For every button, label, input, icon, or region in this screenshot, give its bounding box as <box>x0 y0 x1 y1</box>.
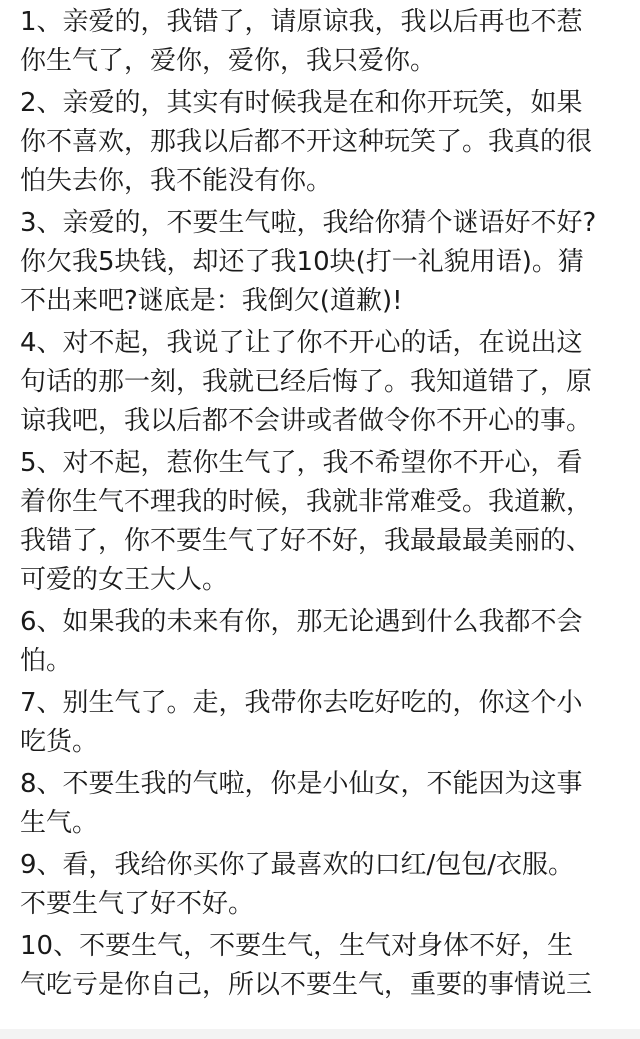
text-line: 5、对不起，惹你生气了，我不希望你不开心，看 <box>20 448 583 478</box>
paragraph-2 <box>20 84 630 201</box>
bottom-divider <box>0 1029 640 1039</box>
paragraph-5 <box>20 444 630 600</box>
paragraph-10 <box>20 927 630 1005</box>
paragraph-7 <box>20 684 630 762</box>
text-line: 气吃亏是你自己，所以不要生气，重要的事情说三 <box>20 970 593 1000</box>
paragraph-4 <box>20 324 630 441</box>
text-line: 你不喜欢，那我以后都不开这种玩笑了。我真的很 <box>20 127 593 157</box>
text-line: 8、不要生我的气啦，你是小仙女，不能因为这事 <box>20 769 583 799</box>
paragraph-6 <box>20 603 630 681</box>
text-line: 不出来吧?谜底是：我倒欠(道歉)! <box>20 286 403 316</box>
text-line: 句话的那一刻，我就已经后悔了。我知道错了，原 <box>20 367 593 397</box>
text-line: 我错了，你不要生气了好不好，我最最最美丽的、 <box>20 526 593 556</box>
text-line: 3、亲爱的，不要生气啦，我给你猜个谜语好不好? <box>20 208 597 238</box>
text-line: 不要生气了好不好。 <box>20 889 255 919</box>
text-line: 怕失去你，我不能没有你。 <box>20 166 333 196</box>
paragraph-8 <box>20 765 630 843</box>
text-line: 着你生气不理我的时候，我就非常难受。我道歉， <box>20 487 593 517</box>
text-line: 4、对不起，我说了让了你不开心的话，在说出这 <box>20 328 583 358</box>
text-line: 你欠我5块钱，却还了我10块(打一礼貌用语)。猜 <box>20 247 584 277</box>
text-line: 6、如果我的未来有你，那无论遇到什么我都不会 <box>20 607 583 637</box>
text-line: 你生气了，爱你，爱你，我只爱你。 <box>20 46 437 76</box>
text-line: 1、亲爱的，我错了，请原谅我，我以后再也不惹 <box>20 7 583 37</box>
text-line: 9、看，我给你买你了最喜欢的口红/包包/衣服。 <box>20 850 575 880</box>
paragraph-3 <box>20 204 630 321</box>
paragraph-9 <box>20 846 630 924</box>
text-line: 谅我吧，我以后都不会讲或者做令你不开心的事。 <box>20 406 593 436</box>
paragraph-1 <box>20 3 630 81</box>
text-line: 10、不要生气，不要生气，生气对身体不好，生 <box>20 931 574 961</box>
text-line: 吃货。 <box>20 727 99 757</box>
text-line: 怕。 <box>20 646 73 676</box>
text-line: 生气。 <box>20 808 99 838</box>
text-line: 7、别生气了。走，我带你去吃好吃的，你这个小 <box>20 688 583 718</box>
text-line: 可爱的女王大人。 <box>20 565 229 595</box>
text-line: 2、亲爱的，其实有时候我是在和你开玩笑，如果 <box>20 88 583 118</box>
